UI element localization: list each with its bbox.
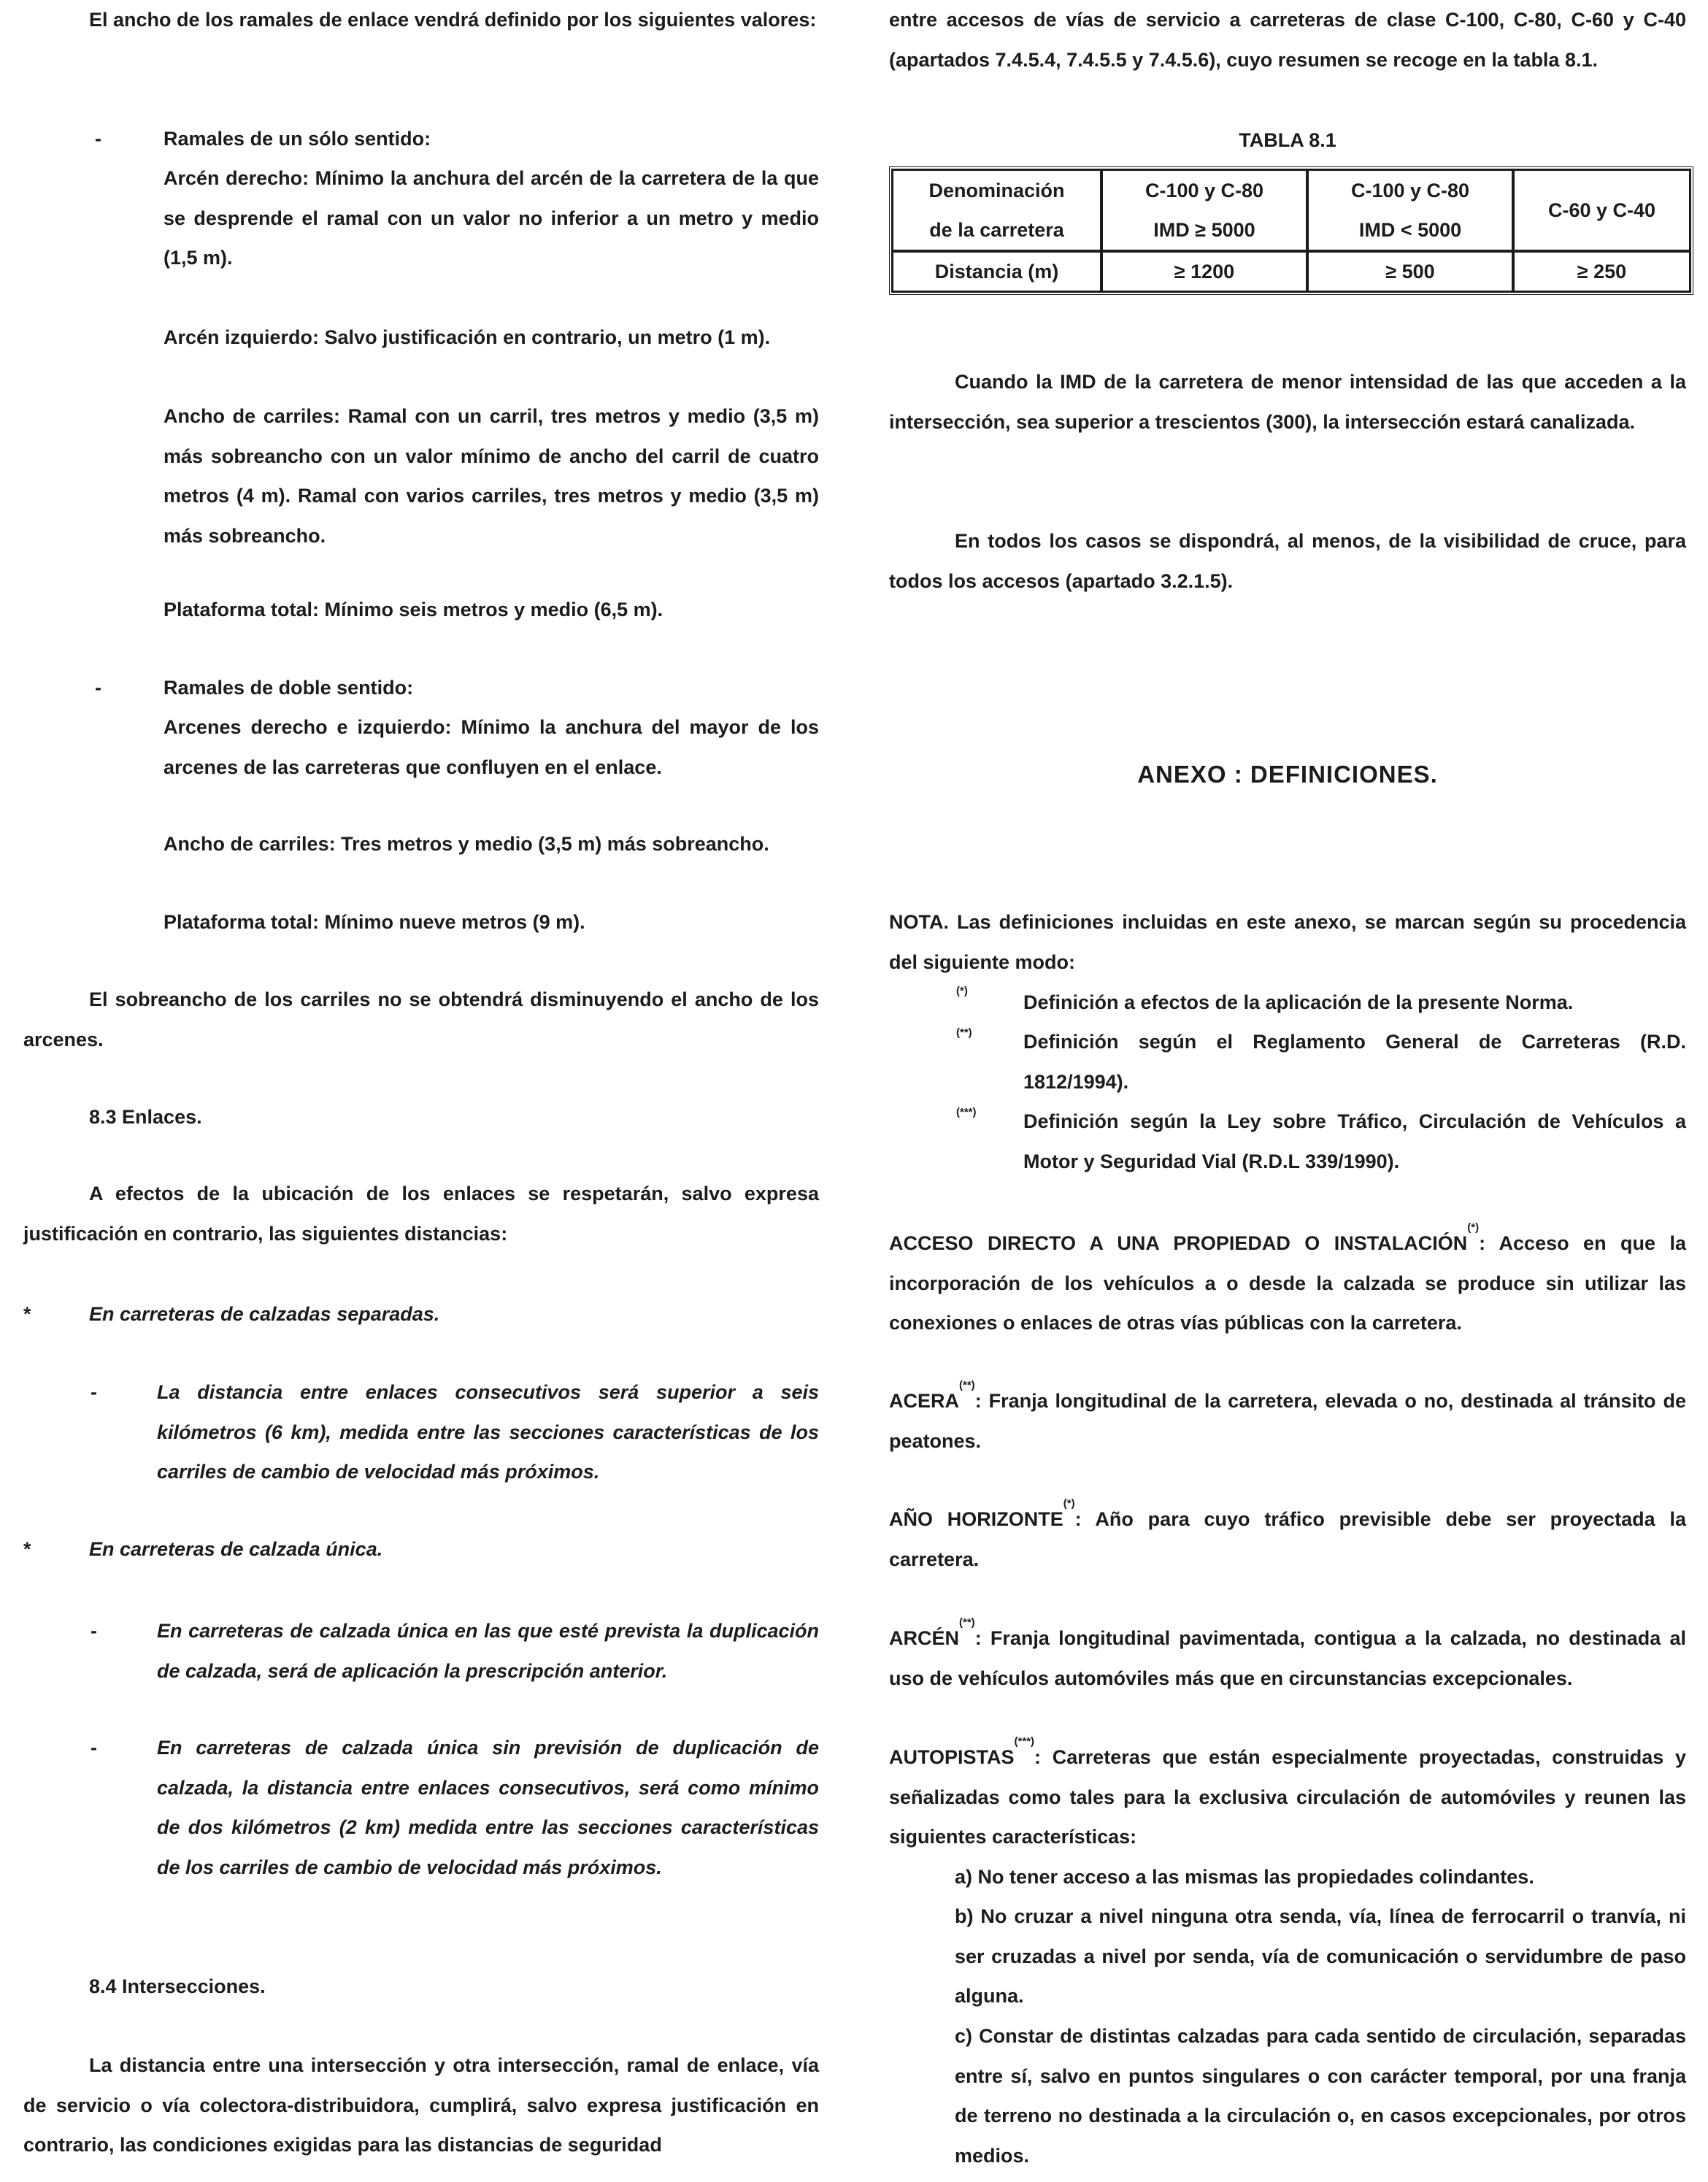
table-header-cell: [1101, 169, 1307, 251]
origin-marker: (*): [956, 985, 968, 997]
autopistas-feature-c: c) Constar de distintas calzadas para cada sentido de circulación, separadas entre sí, salvo en puntos singulares o con carácter temporal, por una franja de terreno no destinada a la circulación o, en casos excepcionales, por otros medios.: [955, 2025, 1686, 2167]
definition-autopistas: [889, 1737, 1686, 1857]
definition-term: ARCÉN: [889, 1627, 960, 1649]
definition-text: : Franja longitudinal de la carretera, elevada o no, destinada al tránsito de peatones.: [889, 1390, 1686, 1452]
table-header-cell: [892, 169, 1101, 251]
section-8-3-intro: A efectos de la ubicación de los enlaces se respetarán, salvo expresa justificación en contrario, las siguientes distancias:: [23, 1183, 819, 1245]
double-direction-title: Ramales de doble sentido:: [164, 677, 414, 699]
definition-arcen: [889, 1618, 1686, 1698]
annex-heading: ANEXO : DEFINICIONES.: [1137, 761, 1438, 788]
single-carriageway-item-1: En carreteras de calzada única en las que esté prevista la duplicación de calzada, será de aplicación la prescripción anterior.: [157, 1620, 819, 1682]
overwidth-paragraph: El sobreancho de los carriles no se obtendrá disminuyendo el ancho de los arcenes.: [23, 988, 819, 1050]
definition-marker: (**): [959, 1379, 975, 1391]
lane-width-text: Ancho de carriles: Ramal con un carril, tres metros y medio (3,5 m) más sobreancho con un valor mínimo de ancho del carril de cuatro metros (4 m). Ramal con varios carriles, tres metros y medio (3,5 m) más sobreancho.: [164, 405, 819, 547]
definition-text: : Franja longitudinal pavimentada, contigua a la calzada, no destinada al uso de vehículos automóviles más que en circunstancias excepcionales.: [889, 1627, 1686, 1689]
dash-marker: -: [91, 1620, 97, 1642]
dash-marker: -: [95, 677, 101, 699]
separated-carriageways-heading: En carreteras de calzadas separadas.: [89, 1303, 440, 1325]
table-header-line: IMD < 5000: [1358, 219, 1462, 241]
single-carriageway-item-2: En carreteras de calzada única sin previsión de duplicación de calzada, la distancia entre enlaces consecutivos, será como mínimo de dos kilómetros (2 km) medida entre las secciones características de los carriles de cambio de velocidad más próximos.: [157, 1737, 819, 1878]
definition-marker: (*): [1467, 1221, 1480, 1234]
definition-marker: (**): [959, 1616, 975, 1629]
table-cell: ≥ 500: [1307, 251, 1513, 292]
definition-term: AUTOPISTAS: [889, 1746, 1015, 1768]
note-paragraph: NOTA. Las definiciones incluidas en este anexo, se marcan según su procedencia del siguiente modo:: [889, 911, 1686, 973]
table-header-line: Denominación: [928, 180, 1065, 201]
autopistas-feature-a: a) No tener acceso a las mismas las propiedades colindantes.: [955, 1866, 1534, 1888]
definition-acera: [889, 1381, 1686, 1461]
definition-term: ACERA: [889, 1390, 960, 1412]
asterisk-marker: *: [23, 1303, 31, 1325]
single-carriageway-heading: En carreteras de calzada única.: [89, 1538, 383, 1560]
table-header-cell: C-60 y C-40: [1513, 169, 1690, 251]
visibility-paragraph: En todos los casos se dispondrá, al menos, de la visibilidad de cruce, para todos los accesos (apartado 3.2.1.5).: [889, 530, 1686, 592]
section-8-4-text: La distancia entre una intersección y otra intersección, ramal de enlace, vía de servicio o vía colectora-distribuidora, cumplirá, salvo expresa justificación en contrario, las condiciones exigidas para las distancias de seguridad: [23, 2054, 819, 2156]
dash-marker: -: [91, 1737, 97, 1759]
origin-note-3: Definición según la Ley sobre Tráfico, Circulación de Vehículos a Motor y Seguridad Vial (R.D.L 339/1990).: [1023, 1110, 1686, 1172]
origin-marker: (**): [956, 1026, 972, 1039]
table-header-cell: [1307, 169, 1513, 251]
dash-marker: -: [91, 1381, 97, 1403]
section-8-3-title: 8.3 Enlaces.: [89, 1106, 202, 1128]
table-header-line: de la carretera: [929, 219, 1064, 241]
left-shoulder-text: Arcén izquierdo: Salvo justificación en contrario, un metro (1 m).: [164, 326, 771, 348]
table-8-1: [889, 166, 1693, 295]
section-8-4-title: 8.4 Intersecciones.: [89, 1975, 266, 1997]
table-cell: ≥ 1200: [1101, 251, 1307, 292]
table-header-line: C-100 y C-80: [1350, 180, 1470, 201]
table-header-line: IMD ≥ 5000: [1153, 219, 1255, 241]
definition-term: ACCESO DIRECTO A UNA PROPIEDAD O INSTALACIÓN: [889, 1232, 1468, 1254]
imd-paragraph: Cuando la IMD de la carretera de menor intensidad de las que acceden a la intersección, sea superior a trescientos (300), la intersección estará canalizada.: [889, 371, 1686, 433]
definition-term: AÑO HORIZONTE: [889, 1508, 1063, 1530]
table-title: TABLA 8.1: [1239, 129, 1336, 151]
definition-marker: (*): [1063, 1497, 1075, 1510]
total-platform-text: Plataforma total: Mínimo seis metros y medio (6,5 m).: [164, 599, 663, 621]
table-row-label: Distancia (m): [892, 251, 1101, 292]
origin-note-2: Definición según el Reglamento General de Carreteras (R.D. 1812/1994).: [1023, 1031, 1686, 1093]
right-shoulder-text: Arcén derecho: Mínimo la anchura del arcén de la carretera de la que se desprende el ramal con un valor no inferior a un metro y medio (1,5 m).: [164, 167, 819, 269]
table-header-line: C-100 y C-80: [1145, 180, 1264, 201]
shoulders-text: Arcenes derecho e izquierdo: Mínimo la anchura del mayor de los arcenes de las carreteras que confluyen en el enlace.: [164, 716, 819, 778]
asterisk-marker: *: [23, 1538, 31, 1560]
origin-marker: (***): [956, 1106, 977, 1118]
definition-text: : Año para cuyo tráfico previsible debe ser proyectada la carretera.: [889, 1508, 1687, 1570]
definition-anio-horizonte: [889, 1499, 1686, 1579]
dash-marker: -: [95, 128, 101, 150]
intro-paragraph: El ancho de los ramales de enlace vendrá definido por los siguientes valores:: [89, 9, 817, 31]
definition-text: : Acceso en que la incorporación de los vehículos a o desde la calzada se produce sin utilizar las conexiones o enlaces de otras vías públicas con la carretera.: [889, 1232, 1686, 1334]
single-direction-title: Ramales de un sólo sentido:: [164, 128, 431, 150]
table-cell: ≥ 250: [1513, 251, 1690, 292]
double-lane-width-text: Ancho de carriles: Tres metros y medio (3,5 m) más sobreancho.: [164, 833, 769, 855]
double-total-platform-text: Plataforma total: Mínimo nueve metros (9 m).: [164, 911, 585, 933]
definition-marker: (***): [1014, 1735, 1035, 1748]
definition-acceso: [889, 1223, 1686, 1343]
separated-carriageways-item: La distancia entre enlaces consecutivos será superior a seis kilómetros (6 km), medida entre las secciones características de los carriles de cambio de velocidad más próximos.: [157, 1381, 819, 1483]
definition-text: : Carreteras que están especialmente proyectadas, construidas y señalizadas como tales para la exclusiva circulación de automóviles y reunen las siguientes características:: [889, 1746, 1686, 1848]
origin-note-1: Definición a efectos de la aplicación de la presente Norma.: [1023, 991, 1574, 1013]
autopistas-feature-b: b) No cruzar a nivel ninguna otra senda, vía, línea de ferrocarril o tranvía, ni ser cruzadas a nivel por senda, vía de comunicación o servidumbre de paso alguna.: [955, 1905, 1686, 2007]
continuation-paragraph: entre accesos de vías de servicio a carreteras de clase C-100, C-80, C-60 y C-40 (apartados 7.4.5.4, 7.4.5.5 y 7.4.5.6), cuyo resumen se recoge en la tabla 8.1.: [889, 9, 1686, 71]
